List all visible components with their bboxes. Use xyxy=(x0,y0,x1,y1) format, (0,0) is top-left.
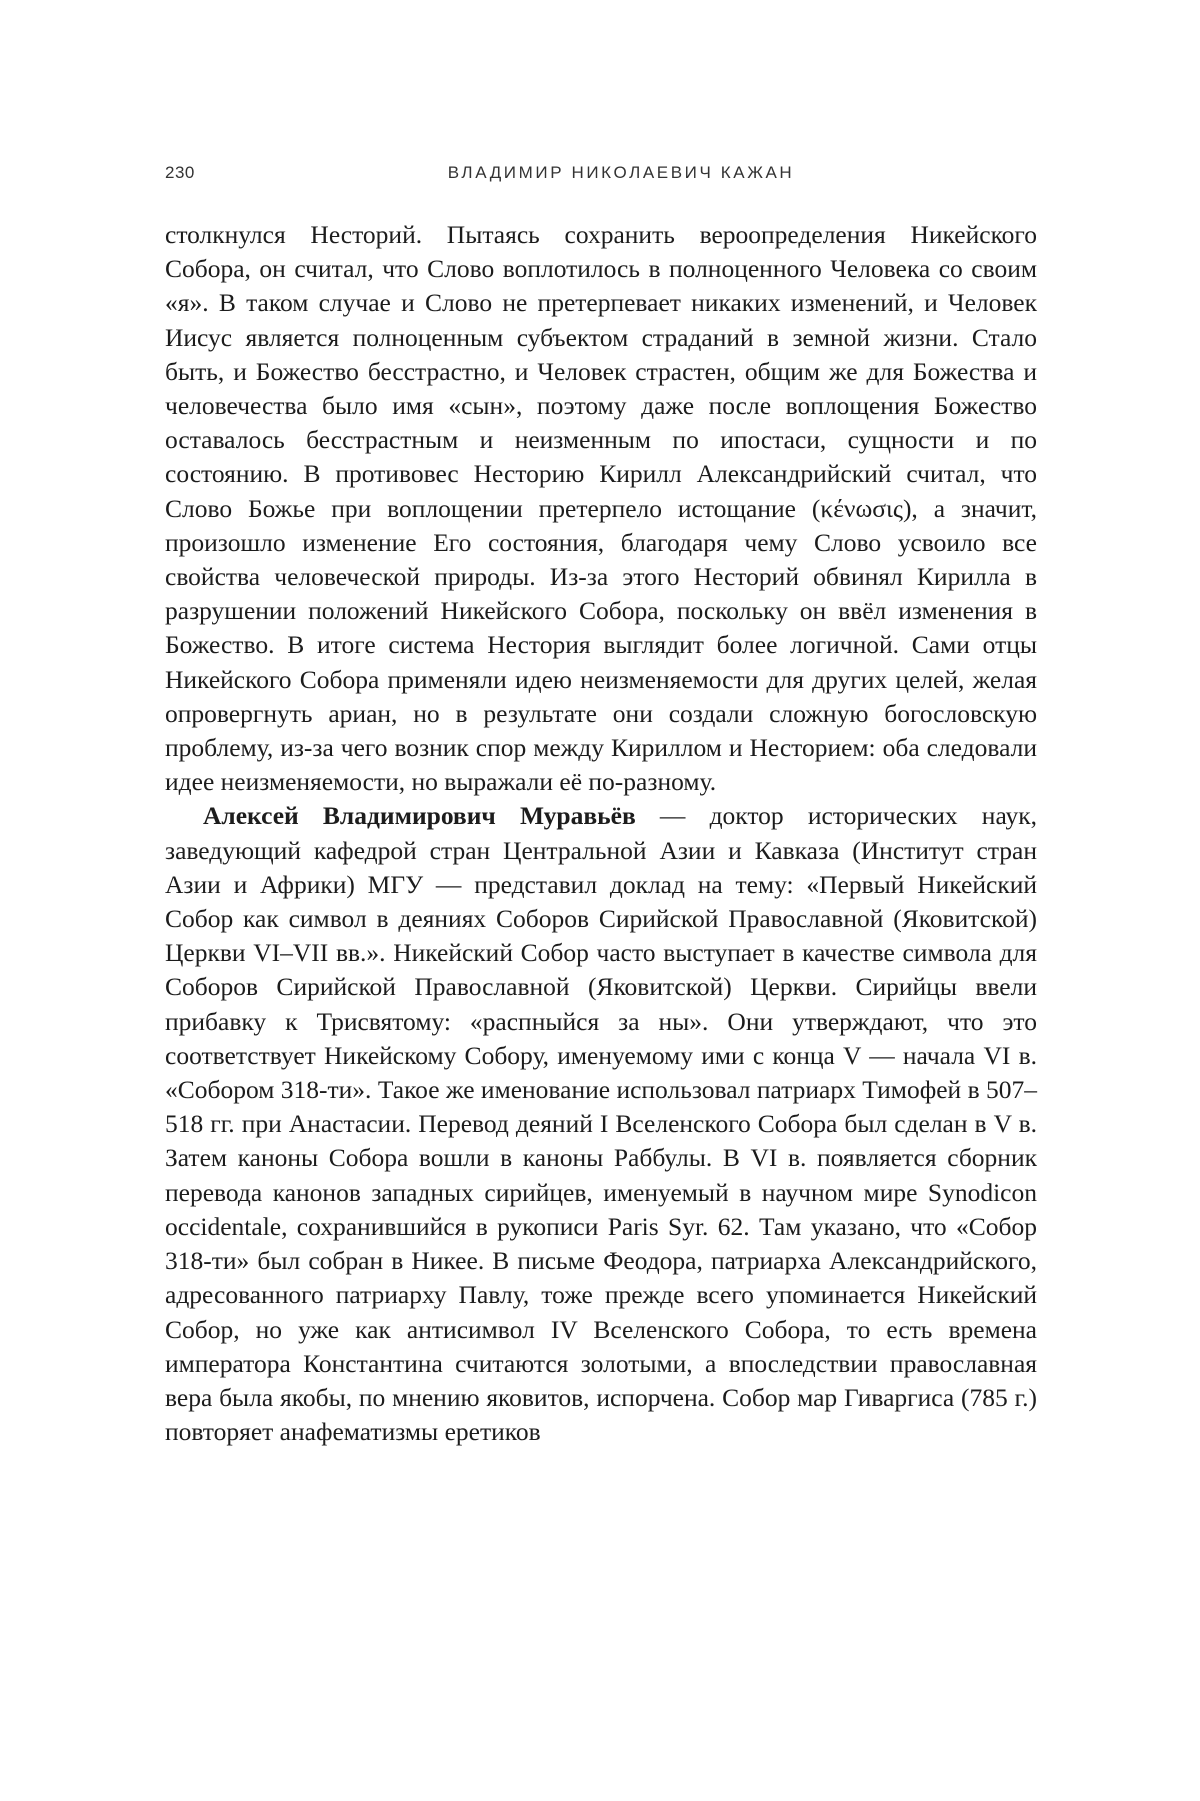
paragraph-muravyov xyxy=(165,799,1037,1449)
speaker-name: Алексей Владимирович Муравьёв xyxy=(203,801,636,831)
main-text xyxy=(165,218,1037,1449)
running-head-author: ВЛАДИМИР НИКОЛАЕВИЧ КАЖАН xyxy=(447,163,795,182)
paragraph-continued: столкнулся Несторий. Пытаясь сохранить вероопределения Никейского Собора, он считал, что Слово воплотилось в полноценного Человека со своим «я». В таком случае и Слово не претерпевает никаких изменений, и Человек Иисус является полноценным субъектом страданий в земной жизни. Стало быть, и Божество бесстрастно, и Человек страстен, общим же для Божества и человечества было имя «сын», поэтому даже после воплощения Божество оставалось бесстрастным и неизменным по ипостаси, сущности и по состоянию. В противовес Несторию Кирилл Александрийский считал, что Слово Божье при воплощении претерпело истощание (κένωσις), а значит, произошло изменение Его состояния, благодаря чему Слово усвоило все свойства человеческой природы. Из-за этого Несторий обвинял Кирилла в разрушении положений Никейского Собора, поскольку он ввёл изменения в Божество. В итоге система Нестория выглядит более логичной. Сами отцы Никейского Собора применяли идею неизменяемости для других целей, желая опровергнуть ариан, но в результате они создали сложную богословскую проблему, из-за чего возник спор между Кириллом и Несторием: оба следовали идее неизменяемости, но выражали её по-разному. xyxy=(165,220,1037,797)
page-number: 230 xyxy=(165,163,195,182)
running-header xyxy=(165,163,1037,191)
paragraph-text: — доктор исторических наук, заведующий кафедрой стран Центральной Азии и Кавказа (Институт стран Азии и Африки) МГУ — представил доклад на тему: «Первый Никейский Собор как символ в деяниях Соборов Сирийской Православной (Яковитской) Церкви VI–VII вв.». Никейский Собор часто выступает в качестве символа для Соборов Сирийской Православной (Яковитской) Церкви. Сирийцы ввели прибавку к Трисвятому: «распныйся за ны». Они утверждают, что это соответствует Никейскому Собору, именуемому ими с конца V — начала VI в. «Собором 318-ти». Такое же именование использовал патриарх Тимофей в 507–518 гг. при Анастасии. Перевод деяний I Вселенского Собора был сделан в V в. Затем каноны Собора вошли в каноны Раббулы. В VI в. появляется сборник перевода канонов западных сирийцев, именуемый в научном мире Synodicon occidentale, сохранившийся в рукописи Paris Syr. 62. Там указано, что «Собор 318-ти» был собран в Никее. В письме Феодора, патриарха Александрийского, адресованного патриарху Павлу, тоже прежде всего упоминается Никейский Собор, но уже как антисимвол IV Вселенского Собора, то есть времена императора Константина считаются золотыми, а впоследствии православная вера была якобы, по мнению яковитов, испорчена. Собор мар Гиваргиса (785 г.) повторяет анафематизмы еретиков xyxy=(165,801,1037,1447)
